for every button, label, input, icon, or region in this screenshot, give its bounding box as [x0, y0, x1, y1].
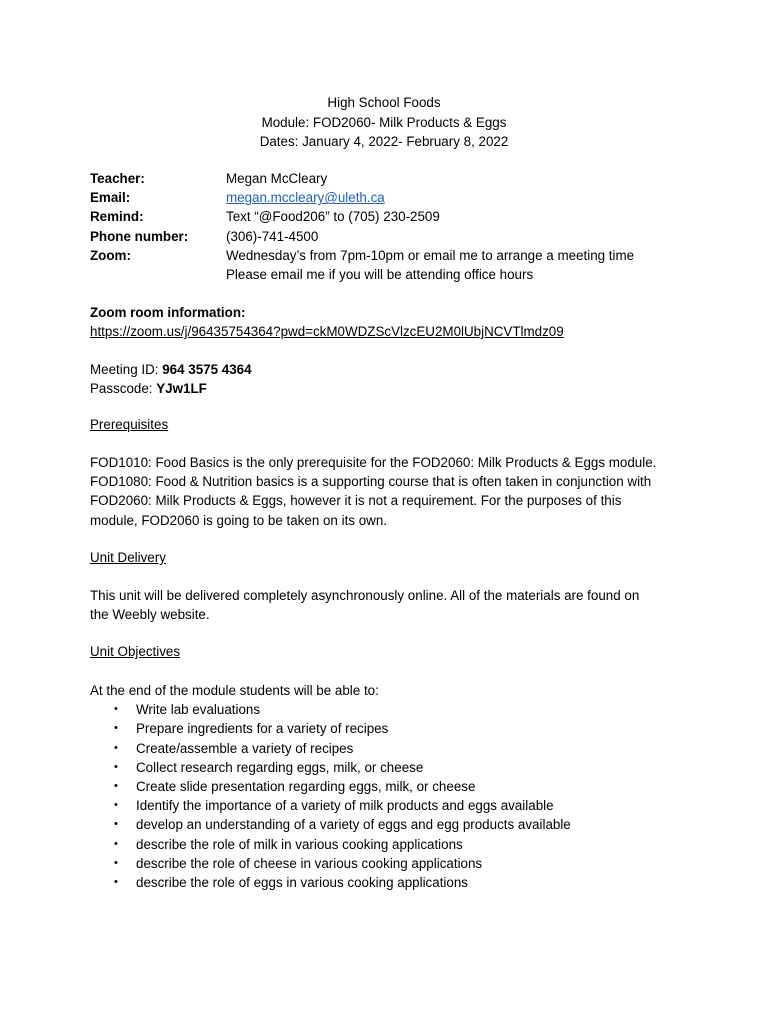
prerequisites-line1: FOD1010: Food Basics is the only prerequisite for the FOD2060: Milk Products & Eggs module.: [90, 455, 657, 470]
bullet-icon: •: [114, 799, 118, 812]
remind-label: Remind:: [90, 209, 144, 225]
course-title: High School Foods: [327, 95, 441, 110]
list-item: • Identify the importance of a variety of milk products and eggs available: [90, 796, 710, 815]
zoom-hours: [226, 246, 710, 284]
contact-info: [90, 169, 710, 284]
bullet-icon: •: [114, 818, 118, 831]
objectives-intro: At the end of the module students will be able to:: [90, 683, 379, 698]
module-dates: Dates: January 4, 2022- February 8, 2022: [259, 134, 509, 149]
meeting-id-value: 964 3575 4364: [162, 362, 252, 377]
delivery-body: [90, 586, 710, 624]
teacher-row: [90, 169, 710, 188]
zoom-hours-line2: Please email me if you will be attending office hours: [226, 267, 534, 283]
zoom-room-link[interactable]: https://zoom.us/j/96435754364?pwd=ckM0WDZScVlzcEU2M0lUbjNCVTlmdz09: [90, 324, 564, 340]
list-item: • Create slide presentation regarding eggs, milk, or cheese: [90, 777, 710, 796]
passcode-label: Passcode:: [90, 381, 157, 397]
zoom-label: Zoom:: [90, 247, 131, 263]
bullet-icon: •: [114, 780, 118, 793]
bullet-icon: •: [114, 760, 118, 773]
meeting-id-line: [90, 360, 690, 379]
document-header: [0, 93, 768, 152]
prerequisites-line3: FOD2060: Milk Products & Eggs, however it is not a requirement. For the purposes of this: [90, 493, 622, 509]
bullet-icon: •: [114, 703, 118, 716]
passcode-line: [90, 379, 690, 398]
objectives-section: [90, 681, 710, 892]
teacher-name: Megan McCleary: [226, 171, 328, 186]
prerequisites-heading: Prerequisites: [90, 417, 169, 432]
bullet-icon: •: [114, 837, 118, 850]
zoom-hours-line1: Wednesday’s from 7pm-10pm or email me to arrange a meeting time: [226, 247, 635, 263]
objectives-list: [90, 700, 710, 892]
delivery-line1: This unit will be delivered completely asynchronously online. All of the materials are found on: [90, 588, 640, 603]
email-link[interactable]: megan.mccleary@uleth.ca: [226, 190, 385, 206]
list-item: • describe the role of eggs in various cooking applications: [90, 873, 710, 892]
phone-row: [90, 227, 710, 246]
remind-row: [90, 207, 710, 226]
objectives-heading: Unit Objectives: [90, 644, 181, 659]
list-item: • describe the role of cheese in various cooking applications: [90, 854, 710, 873]
zoom-room-section: [90, 303, 690, 341]
phone-value: (306)-741-4500: [226, 228, 319, 244]
list-item: • Write lab evaluations: [90, 700, 710, 719]
list-item: • Collect research regarding eggs, milk, or cheese: [90, 758, 710, 777]
phone-label: Phone number:: [90, 228, 189, 244]
meeting-credentials: [90, 360, 690, 398]
module-title: Module: FOD2060- Milk Products & Eggs: [261, 114, 507, 130]
email-row: [90, 188, 710, 207]
prerequisites-line2: FOD1080: Food & Nutrition basics is a supporting course that is often taken in conjunction with: [90, 474, 652, 490]
delivery-line2: the Weebly website.: [90, 607, 210, 623]
list-item: • describe the role of milk in various cooking applications: [90, 835, 710, 854]
prerequisites-line4: module, FOD2060 is going to be taken on its own.: [90, 512, 388, 528]
email-label: Email:: [90, 190, 131, 206]
remind-value: Text “@Food206” to (705) 230-2509: [226, 209, 440, 225]
delivery-heading-wrap: [90, 548, 690, 567]
passcode-value: YJw1LF: [156, 381, 207, 397]
list-item: • develop an understanding of a variety of eggs and egg products available: [90, 815, 710, 834]
zoom-room-heading: Zoom room information:: [90, 305, 246, 320]
meeting-id-label: Meeting ID:: [90, 362, 163, 377]
prerequisites-body: [90, 453, 710, 530]
list-item: • Create/assemble a variety of recipes: [90, 739, 710, 758]
bullet-icon: •: [114, 876, 118, 889]
bullet-icon: •: [114, 741, 118, 754]
teacher-label: Teacher:: [90, 171, 145, 186]
bullet-icon: •: [114, 722, 118, 735]
prerequisites-heading-wrap: [90, 415, 690, 434]
objectives-heading-wrap: [90, 642, 690, 661]
delivery-heading: Unit Delivery: [90, 550, 166, 565]
zoom-row: [90, 246, 710, 284]
bullet-icon: •: [114, 856, 118, 869]
list-item: • Prepare ingredients for a variety of recipes: [90, 719, 710, 738]
